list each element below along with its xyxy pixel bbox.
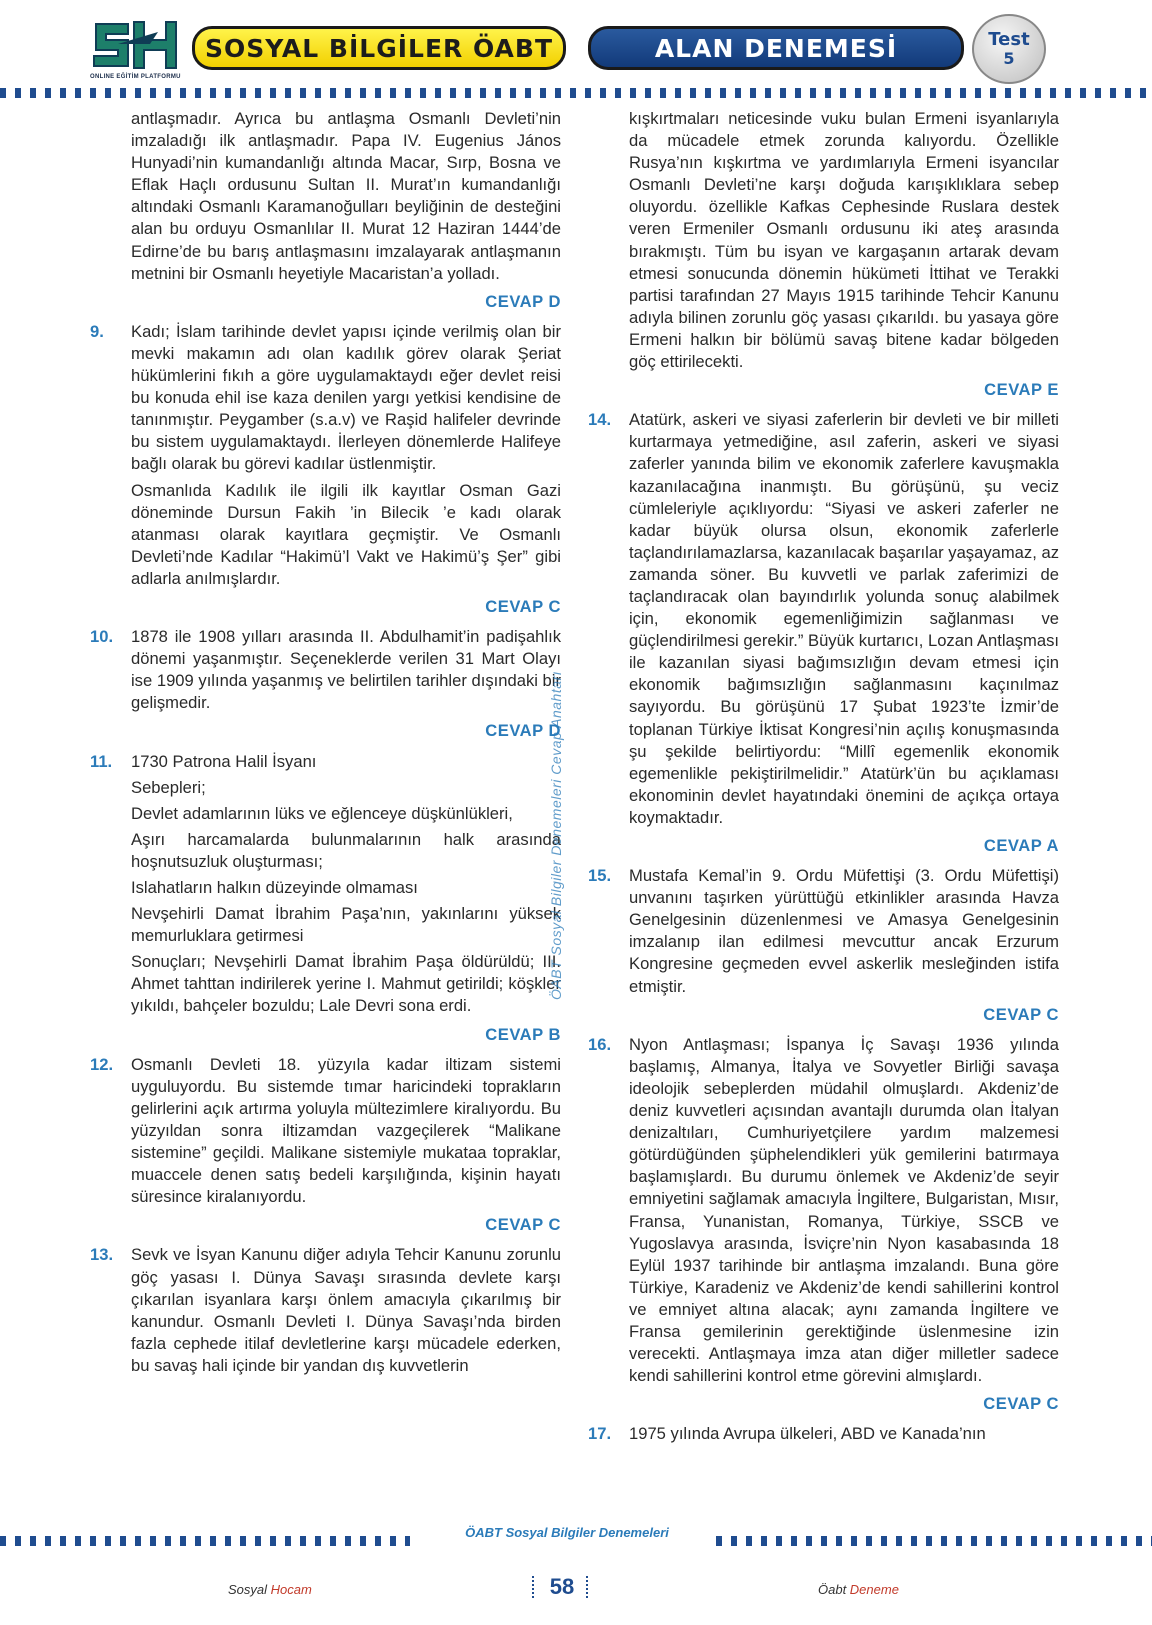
- exam-title-banner: ALAN DENEMESİ: [588, 26, 964, 70]
- answer-key: CEVAP C: [983, 1394, 1059, 1414]
- answer-text: 1878 ile 1908 yılları arasında II. Abdulhamit’in padişahlık dönemi yaşanmıştır. Seçeneklerde verilen 31 Mart Olayı ise 1909 yılında yaşanmış ve belirtilen tarihler dışındaki bir gelişmedir.: [131, 627, 561, 713]
- top-divider: [0, 88, 1152, 98]
- answer-key: CEVAP C: [485, 596, 561, 616]
- answer-text: 1975 yılında Avrupa ülkeleri, ABD ve Kanada’nın: [629, 1424, 986, 1444]
- question-number: 11.: [90, 751, 113, 771]
- question-number: 16.: [588, 1034, 612, 1054]
- answer-key: CEVAP C: [485, 1215, 561, 1235]
- footer-brand-left: [228, 1582, 312, 1597]
- question-14: [588, 409, 1059, 857]
- question-9: [90, 321, 561, 618]
- answer-text: Osmanlıda Kadılık ile ilgili ilk kayıtlar Osman Gazi döneminde Dursun Fakih ’in Bilecik ’e kadı olarak atanması olarak kayıtlara geçmiştir. Ve Osmanlı Devleti’nde Kadılar “Hakimü’l Vakt ve Hakimü’ş Şer” gibi adlarla anılmışlardır.: [131, 480, 561, 588]
- bottom-divider-left: [0, 1536, 410, 1546]
- question-number: 12.: [90, 1054, 114, 1074]
- answer-key: CEVAP D: [485, 721, 561, 741]
- footer-brand-right: [818, 1582, 899, 1597]
- bottom-divider-right: [716, 1536, 1152, 1546]
- answer-text: Sonuçları; Nevşehirli Damat İbrahim Paşa öldürüldü; III. Ahmet tahttan indirilerek yerine I. Mahmut getirildi; köşkler yıkıldı, bahçeler bozuldu; Lale Devri sona erdi.: [131, 952, 561, 1016]
- vertical-watermark: ÖABT Sosyal Bilgiler Denemeleri Cevap Anahtarı: [548, 670, 564, 1000]
- question-16: [588, 1034, 1059, 1416]
- answer-text: Sebepleri;: [131, 777, 206, 797]
- answer-text: Sevk ve İsyan Kanunu diğer adıyla Tehcir Kanunu zorunlu göç yasası I. Dünya Savaşı sırasında devlete karşı çıkarılan isyanlara karşı önlem amacıyla çıkarılmış bir kanundur. Osmanlı Devleti I. Dünya Savaşı’nda birden fazla cephede itilaf devletlerine karşı mücadele ederken, bu savaş hali içinde bir yandan dış kuvvetlerin: [131, 1245, 561, 1375]
- brand-word: Sosyal: [228, 1582, 271, 1597]
- question-13: [90, 1244, 561, 1377]
- answer-text: Atatürk, askeri ve siyasi zaferlerin bir devleti ve bir milleti kurtarmaya yetmediğine, asıl zaferin, askeri ve siyasi zaferler yanında bilim ve ekonomik zaferlere kavuşmakla kazanılacağına inanmıştı. Bu görüşünü, şu veciz cümleleriyle açıklıyordu: “Siyasi ve askeri zaferler ne kadar büyük olursa olsun, ekonomik zaferlerle taçlandırılamazlarsa, kazanılacak başarılar yaşayamaz, az zamanda söner. Bu kuvvetli ve parlak zaferimizi de taçlandıracak olan bayındırlık yolunda sonuç alabilmek için, ekonomik egemenliğimizin sağlanması ve güçlendirilmesi gerekir.” Büyük kurtarıcı, Lozan Antlaşması ile kazanılan siyasi bağımsızlığın devam etmesi için ekonomik bağımsızlığın sağlanmasını kaçınılmaz sayıyordu. Bu görüşünü 17 Şubat 1923’te İzmir’de toplanan Türkiye İktisat Kongresi’nin açılış konuşmasında şu şekilde belirtiyordu: “Millî egemenlik ekonomik egemenlikle pekiştirilmelidir.” Atatürk’ün bu açıklaması ekonominin devlet hayatındaki önemini de açıkça ortaya koymaktadır.: [629, 410, 1059, 827]
- answer-text: Nyon Antlaşması; İspanya İç Savaşı 1936 yılında başlamış, Almanya, İtalya ve Sovyetler Birliği savaşa ideolojik sebeplerden müdahil olmuşlardı. Akdeniz’de deniz kuvvetleri açısından avantajlı durumda olan İtalyan denizaltıları, Cumhuriyetçilere yardım malzemesi götürdüğünden şüphelendikleri yük gemilerini batırmaya başlamışlardı. Bu durumu önlemek ve Akdeniz’de seyir emniyetini sağlamak amacıyla İngiltere, Bulgaristan, Mısır, Fransa, Yunanistan, Romanya, Türkiye, SSCB ve Yugoslavya arasında, İsviçre’nin Nyon kasabasında 18 Eylül 1937 tarihinde bir antlaşma imzalandı. Buna göre Türkiye, Karadeniz ve Akdeniz’de kendi sahillerini kontrol ve emniyet altına alacak; aynı zamanda İngiltere ve Fransa gemilerinin gerektiğinde üslenmesine izin verecekti. Antlaşmaya imza atan diğer milletler sadece kendi sahillerini kontrol etme görevini almışlardı.: [629, 1034, 1059, 1386]
- answer-text: Nevşehirli Damat İbrahim Paşa’nın, yakınlarını yüksek memurluklara getirmesi: [131, 904, 561, 946]
- answer-text: Mustafa Kemal’in 9. Ordu Müfettişi (3. Ordu Müfettişi) unvanını taşırken yürüttüğü etkinlikler arasında Havza Genelgesinin düzenlenmesi ve Amasya Genelgesinin imzalanıp ilan edilmesi mevcuttur ancak Erzurum Kongresine geçmeden evvel askerlik mesleğinden istifa etmiştir.: [629, 866, 1059, 996]
- brand-word: Öabt: [818, 1582, 850, 1597]
- answer-key: CEVAP E: [984, 380, 1059, 400]
- answer-text: Osmanlı Devleti 18. yüzyıla kadar iltizam sistemi uyguluyordu. Bu sistemde tımar haricindeki toprakların gelirlerini açık artırma yoluyla mültezimlere kiralıyordu. Bu yüzyıldan sonra iltizamdan vazgeçilerek “Malikane sistemine” geçildi. Malikane sistemiyle mukataa topraklar, muaccele denen satış bedeli karşılığında, kişinin hayatı süresince kiralanıyordu.: [131, 1054, 561, 1207]
- question-number: 9.: [90, 321, 104, 341]
- answer-key: CEVAP B: [485, 1024, 561, 1044]
- right-column: [588, 108, 1059, 1449]
- question-17: [588, 1423, 1059, 1445]
- question-8-continued: [90, 108, 561, 313]
- answer-text: kışkırtmaları neticesinde vuku bulan Ermeni isyanlarıyla da mücadele etmek zorunda kalıyordu. Özellikle Rusya’nın kışkırtma ve yardımlarıyla Ermeni isyancılar Osmanlı Devleti’ne karşı doğuda karışıklıklara sebep oluyordu. özellikle Kafkas Cephesinde Ruslara destek veren Ermeniler Osmanlı ordusunu iki ateş arasında bırakmıştı. Tüm bu isyan ve kargaşanın artarak devam etmesi sonucunda dönemin hükümeti İttihat ve Terakki partisi tarafından 27 Mayıs 1915 tarihinde Tehcir Kanunu adıyla bilinen zorunlu göç yasası çıkarıldı. bu yasaya göre Ermeni halkın bir bölümü savaş bitene kadar bölgeden göç ettirilecekti.: [629, 109, 1059, 372]
- footer-series-title: ÖABT Sosyal Bilgiler Denemeleri: [465, 1525, 669, 1540]
- page-number: 58: [530, 1574, 594, 1600]
- question-10: [90, 626, 561, 742]
- answer-text: Kadı; İslam tarihinde devlet yapısı içinde verilmiş olan bir mevki makamın adı olan kadılık görev olarak Şeriat hükümlerini fıkıh a göre uygulamaktaydı eğer devlet reisi bu konuda ehil ise kaza denilen yargı yetkisi kendisine de tanınmıştır. Peygamber (s.a.v) ve Raşid halifeler devrinde bu sistem uygulamaktaydı. İlerleyen dönemlerde Halifeye bağlı olarak bu görevi kadılar üstlenmiştir.: [131, 321, 561, 474]
- question-11: [90, 751, 561, 1046]
- sh-logo-icon: [88, 14, 186, 76]
- left-column: [90, 108, 561, 1381]
- answer-text: Islahatların halkın düzeyinde olmaması: [131, 878, 418, 897]
- logo-subtitle: ONLINE EĞİTİM PLATFORMU: [90, 74, 181, 80]
- question-number: 13.: [90, 1245, 114, 1265]
- answer-key: CEVAP D: [485, 291, 561, 311]
- answer-text: antlaşmadır. Ayrıca bu antlaşma Osmanlı Devleti’nin imzaladığı ilk antlaşmadır. Papa IV. Eugenius János Hunyadi’nin kumandanlığı altında Macar, Sırp, Bosna ve Eflak Haçlı ordusunu Sultan II. Murat’ın kumandanlığı altındaki Osmanlı Karamanoğulları beyliğinin de desteğini alan bu orduyu Osmanlılar II. Murat 12 Haziran 1444’de Edirne’de bu barış antlaşmasını imzalayarak antlaşmanın metnini bir Osmanlı heyetiyle Macaristan’a yolladı.: [131, 109, 561, 283]
- brand-highlight: Deneme: [849, 1582, 899, 1597]
- question-number: 17.: [588, 1424, 612, 1444]
- question-12: [90, 1054, 561, 1237]
- test-number-badge: [972, 14, 1046, 84]
- page-header: [0, 0, 1152, 100]
- question-number: 15.: [588, 866, 612, 886]
- answer-text: Devlet adamlarının lüks ve eğlenceye düşkünlükleri,: [131, 803, 513, 823]
- question-15: [588, 865, 1059, 1026]
- subject-title-banner: SOSYAL BİLGİLER ÖABT: [192, 26, 566, 70]
- question-13-continued: [588, 108, 1059, 401]
- badge-number: 5: [1003, 49, 1015, 68]
- answer-key: CEVAP C: [983, 1004, 1059, 1024]
- question-number: 10.: [90, 627, 114, 647]
- badge-label: Test: [988, 29, 1030, 50]
- answer-text: 1730 Patrona Halil İsyanı: [131, 751, 317, 771]
- brand-highlight: Hocam: [270, 1582, 312, 1597]
- answer-key: CEVAP A: [983, 836, 1059, 855]
- answer-text: Aşırı harcamalarda bulunmalarının halk arasında hoşnutsuzluk oluşturması;: [131, 829, 561, 871]
- question-number: 14.: [588, 410, 612, 430]
